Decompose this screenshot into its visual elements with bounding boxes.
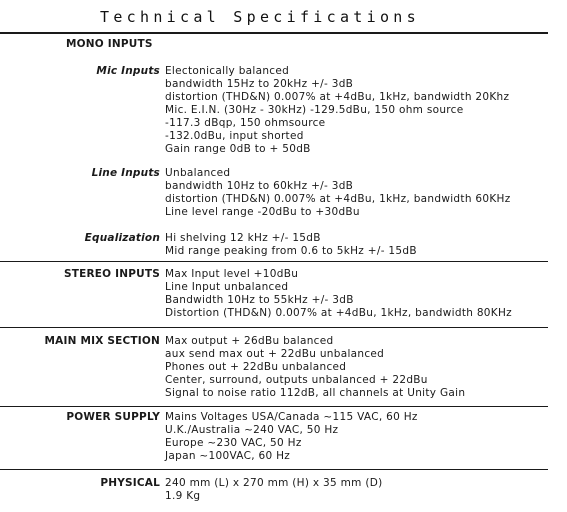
page-title: Technical Specifications [100,8,420,26]
spec-line: Max Input level +10dBu [165,268,299,280]
spec-line: bandwidth 15Hz to 20kHz +/- 3dB [165,78,354,90]
spec-line: 240 mm (L) x 270 mm (H) x 35 mm (D) [165,477,383,489]
spec-line: -132.0dBu, input shorted [165,130,304,142]
spec-line: Line Input unbalanced [165,281,289,293]
spec-line: -117.3 dBqp, 150 ohmsource [165,117,326,129]
section-divider [0,406,548,407]
spec-line: distortion (THD&N) 0.007% at +4dBu, 1kHz, bandwidth 60KHz [165,193,511,205]
power-supply-specs [165,411,418,463]
section-divider [0,327,548,328]
spec-line: Japan ~100VAC, 60 Hz [165,450,291,462]
spec-line: Max output + 26dBu balanced [165,335,334,347]
spec-line: Mid range peaking from 0.6 to 5kHz +/- 15dB [165,245,417,257]
spec-line: distortion (THD&N) 0.007% at +4dBu, 1kHz, bandwidth 20Khz [165,91,510,103]
spec-line: Gain range 0dB to + 50dB [165,143,311,155]
equalization-specs [165,232,417,258]
spec-line: Signal to noise ratio 112dB, all channels at Unity Gain [165,387,466,399]
section-divider [0,261,548,262]
spec-line: Mains Voltages USA/Canada ~115 VAC, 60 Hz [165,411,418,423]
section-heading-mono-inputs: MONO INPUTS [66,38,153,50]
main-mix-section-specs [165,335,465,400]
physical-label: PHYSICAL [100,477,160,489]
power-supply-label: POWER SUPPLY [66,411,160,423]
physical-specs [165,477,383,503]
spec-line: Line level range -20dBu to +30dBu [165,206,360,218]
spec-line: Distortion (THD&N) 0.007% at +4dBu, 1kHz, bandwidth 80KHz [165,307,512,319]
spec-line: bandwidth 10Hz to 60kHz +/- 3dB [165,180,354,192]
title-divider [0,32,548,34]
section-divider [0,469,548,470]
spec-line: U.K./Australia ~240 VAC, 50 Hz [165,424,339,436]
spec-line: Electonically balanced [165,65,290,77]
spec-line: Phones out + 22dBu unbalanced [165,361,347,373]
spec-line: Center, surround, outputs unbalanced + 22dBu [165,374,428,386]
mic-inputs-specs [165,65,509,156]
spec-line: Europe ~230 VAC, 50 Hz [165,437,302,449]
spec-line: Bandwidth 10Hz to 55kHz +/- 3dB [165,294,354,306]
spec-line: Unbalanced [165,167,231,179]
line-inputs-label: Line Inputs [91,167,160,179]
mic-inputs-label: Mic Inputs [96,65,160,77]
spec-line: aux send max out + 22dBu unbalanced [165,348,385,360]
spec-line: Hi shelving 12 kHz +/- 15dB [165,232,321,244]
stereo-inputs-label: STEREO INPUTS [64,268,160,280]
equalization-label: Equalization [84,232,160,244]
line-inputs-specs [165,167,511,219]
main-mix-section-label: MAIN MIX SECTION [44,335,160,347]
spec-line: 1.9 Kg [165,490,201,502]
stereo-inputs-specs [165,268,512,320]
spec-line: Mic. E.I.N. (30Hz - 30kHz) -129.5dBu, 150 ohm source [165,104,464,116]
